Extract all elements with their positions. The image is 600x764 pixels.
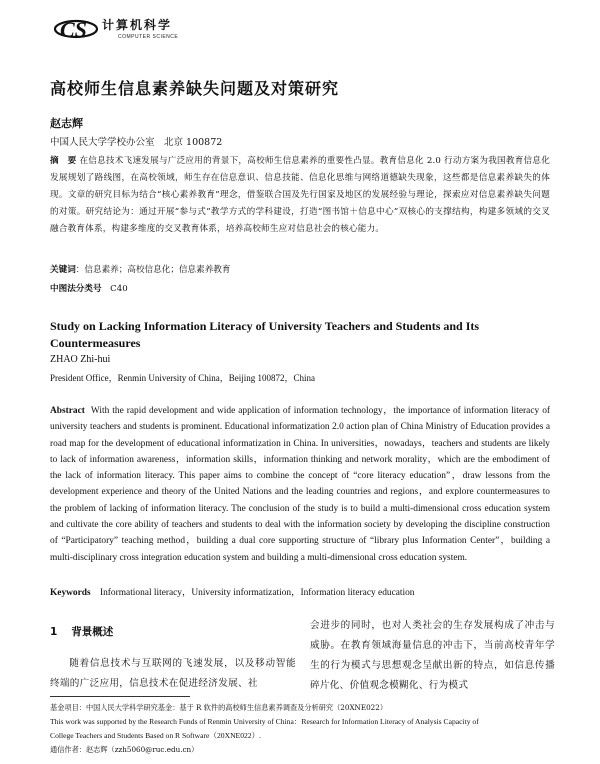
journal-logo — [54, 12, 204, 46]
keywords-text-cn: ：信息素养；高校信息化；信息素养教育 — [75, 265, 231, 275]
footnotes — [50, 701, 560, 757]
keywords-en — [50, 584, 414, 598]
abstract-label-cn: 摘 要 — [50, 156, 77, 166]
classification-label: 中图法分类号 — [50, 284, 102, 294]
footnote-fund-en-line2: College Teachers and Students Based on R Software（20XNE022）. — [50, 731, 262, 740]
paper-title-en: Study on Lacking Information Literacy of University Teachers and Students and Its Countermeasures — [50, 319, 480, 350]
paper-title-cn: 高校师生信息素养缺失问题及对策研究 — [50, 79, 340, 98]
section-title: 背景概述 — [71, 626, 114, 638]
footnote-divider — [50, 696, 190, 697]
keywords-cn — [50, 263, 231, 275]
abstract-text-en: With the rapid development and wide application of information technology，the importance of information literacy of university teachers and students is prominent. Educational informatization 2.0 action plan of China Ministry of Education provides a road map for the development of educational informatization in China. In universities，nowadays，teachers and students are likely to lack of information awareness，information skills，information thinking and network morality，which are the embodiment of the lack of information literacy. This paper aims to combine the concept of “core literacy education”，draw lessons from the development experience and theory of the United Nations and the leading countries and regions，and explore countermeasures to the problem of lacking of information literacy. The conclusion of the study is to build a multi-dimensional cross education system and cultivate the core ability of teachers and students to deal with the information society by developing the discipline construction of “Participatory” teaching method，building a dual core supporting structure of “library plus Information Center”，building a multi-disciplinary cross integration education system and building a multi-dimensional cross education system. — [50, 406, 551, 563]
journal-name-cn: 计算机科学 — [102, 18, 173, 32]
keywords-label-en: Keywords — [50, 588, 91, 598]
svg-text:CS: CS — [60, 17, 87, 42]
section-heading — [50, 622, 296, 642]
footnote-contact: 通信作者：赵志辉（zzh5060@ruc.edu.cn） — [50, 745, 199, 754]
body-paragraph-left: 随着信息技术与互联网的飞速发展，以及移动智能终端的广泛应用，信息技术在促进经济发展、社 — [50, 658, 296, 689]
section-number: 1 — [50, 626, 58, 638]
author-en: ZHAO Zhi-hui — [50, 354, 111, 365]
body-column-left — [50, 622, 296, 694]
affiliation-cn: 中国人民大学学校办公室 北京 100872 — [50, 137, 223, 148]
keywords-label-cn: 关键词 — [50, 265, 76, 275]
abstract-label-en: Abstract — [50, 406, 85, 416]
footnote-fund-cn: 基金项目：中国人民大学科学研究基金：基于 R 软件的高校师生信息素养调查及分析研究（20XNE022） — [50, 703, 388, 712]
abstract-text-cn: 在信息技术飞速发展与广泛应用的背景下，高校师生信息素养的重要性凸显。教育信息化 2.0 行动方案为我国教育信息化发展规划了路线图，在高校领域，师生存在信息意识、信息技能、信息化思维与网络道德缺失现象，这些都是信息素养缺失的体现。文章的研究目标为结合“核心素养教育”理念，借鉴联合国及先行国家及地区的发展经验与理论，探索应对信息素养缺失问题的对策。研究结论为：通过开展“参与式”教学方式的学科建设，打造“图书馆＋信息中心”双核心的支撑结构，构建多领域的交叉融合教育体系，构建多维度的交叉教育体系，培养高校师生应对信息社会的核心能力。 — [50, 156, 550, 234]
abstract-cn — [50, 153, 550, 238]
footnote-fund-en-line1: This work was supported by the Research Funds of Renmin University of China：Research for Information Literacy of Analysis Capacity of — [50, 717, 479, 726]
cs-logo-icon — [54, 14, 102, 44]
classification-cn — [50, 282, 128, 294]
abstract-en — [50, 403, 550, 566]
body-column-right: 会进步的同时，也对人类社会的生存发展构成了冲击与威胁。在教育领域海量信息的冲击下，当前高校青年学生的行为模式与思想观念呈献出新的特点，如信息传播碎片化、价值观念模糊化、行为模式 — [310, 620, 555, 691]
author-cn: 赵志辉 — [50, 117, 83, 130]
affiliation-en: President Office，Renmin University of China，Beijing 100872，China — [50, 373, 316, 383]
classification-code: C40 — [101, 284, 128, 294]
keywords-text-en: Informational literacy，University informatization，Information literacy education — [100, 588, 415, 598]
journal-name-en: COMPUTER SCIENCE — [118, 34, 179, 40]
